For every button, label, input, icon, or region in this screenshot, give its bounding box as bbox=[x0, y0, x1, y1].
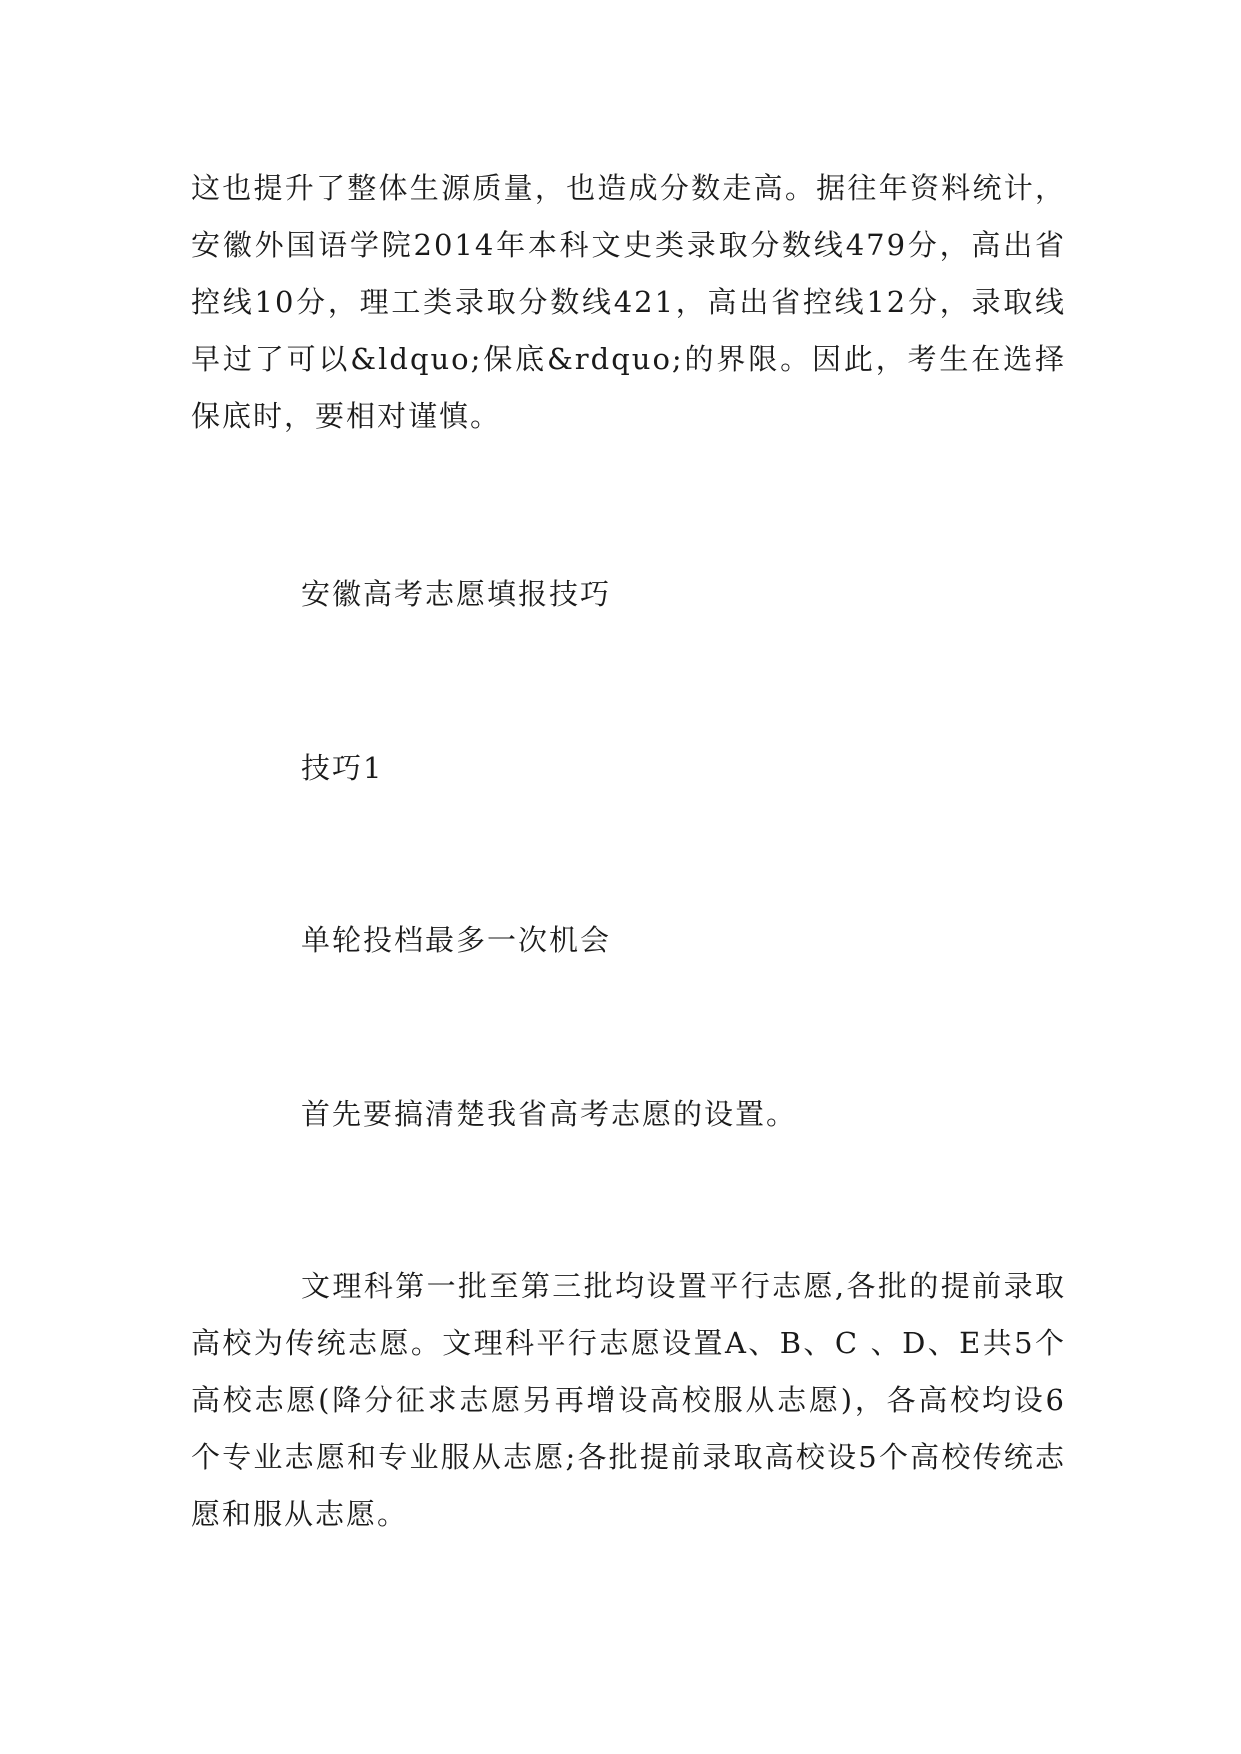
tip-heading: 技巧1 bbox=[301, 751, 384, 785]
settings-paragraph: 文理科第一批至第三批均设置平行志愿,各批的提前录取高校为传统志愿。文理科平行志愿设置A、B、C 、D、E共5个高校志愿(降分征求志愿另再增设高校服从志愿)，各高校均设6个专业志愿和专业服从志愿;各批提前录取高校设5个高校传统志愿和服从志愿。 bbox=[191, 1269, 1066, 1531]
intro-paragraph: 这也提升了整体生源质量，也造成分数走高。据往年资料统计，安徽外国语学院2014年本科文史类录取分数线479分，高出省控线10分，理工类录取分数线421，高出省控线12分，录取线早过了可以&ldquo;保底&rdquo;的界限。因此，考生在选择保底时，要相对谨慎。 bbox=[191, 171, 1066, 433]
section-heading-tips: 安徽高考志愿填报技巧 bbox=[301, 577, 612, 611]
tip-subheading: 单轮投档最多一次机会 bbox=[301, 923, 612, 957]
first-step-paragraph: 首先要搞清楚我省高考志愿的设置。 bbox=[301, 1097, 798, 1131]
